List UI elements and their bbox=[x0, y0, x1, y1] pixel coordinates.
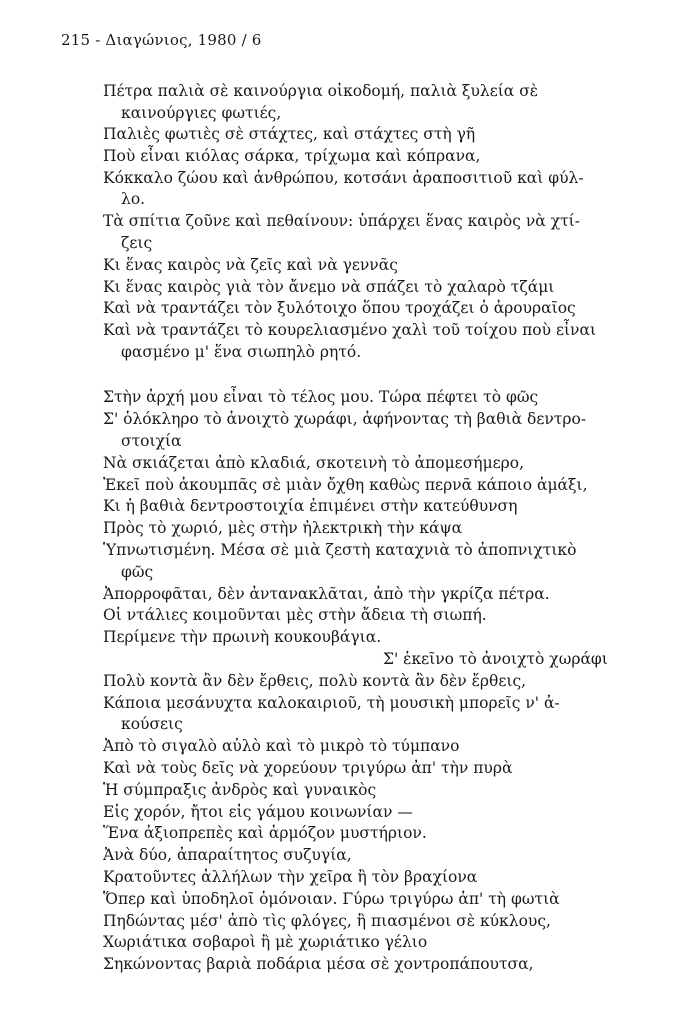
poem-line: Χωριάτικα σοβαροὶ ἢ μὲ χωριάτικο γέλιο bbox=[103, 933, 428, 951]
poem-line: Κι ἕνας καιρὸς νὰ ζεῖς καὶ νὰ γεννᾶς bbox=[103, 256, 398, 274]
poem-line: Πολὺ κοντὰ ἂν δὲν ἔρθεις, πολὺ κοντὰ ἂν δὲν ἔρθεις, bbox=[103, 672, 527, 690]
poem-line: Σ' ἐκεῖνο τὸ ἀνοιχτὸ χωράφι bbox=[383, 650, 608, 668]
poem-line: Ὅπερ καὶ ὑποδηλοῖ ὁμόνοιαν. Γύρω τριγύρω ἀπ' τὴ φωτιὰ bbox=[103, 890, 560, 908]
poem-line: Ἀπὸ τὸ σιγαλὸ αὐλὸ καὶ τὸ μικρὸ τὸ τύμπανο bbox=[103, 737, 460, 755]
poem-line: Ἡ σύμπραξις ἀνδρὸς καὶ γυναικὸς bbox=[103, 781, 377, 799]
poem-line: Πέτρα παλιὰ σὲ καινούργια οἰκοδομή, παλιὰ ξυλεία σὲ bbox=[103, 82, 539, 100]
poem-line: Οἱ ντάλιες κοιμοῦνται μὲς στὴν ἄδεια τὴ σιωπή. bbox=[103, 606, 487, 624]
poem-line: Σηκώνοντας βαριὰ ποδάρια μέσα σὲ χοντροπάπουτσα, bbox=[103, 955, 534, 973]
poem-line: καινούργιες φωτιές, bbox=[121, 104, 282, 122]
poem-line: Παλιὲς φωτιὲς σὲ στάχτες, καὶ στάχτες στὴ γῆ bbox=[103, 125, 476, 143]
poem-line: φασμένο μ' ἕνα σιωπηλὸ ρητό. bbox=[121, 343, 362, 361]
poem-line: Εἰς χορόν, ἤτοι εἰς γάμου κοινωνίαν — bbox=[103, 803, 413, 821]
poem-line: Κι ἡ βαθιὰ δεντροστοιχία ἐπιμένει στὴν κατεύθυνση bbox=[103, 497, 518, 515]
poem-line: Πρὸς τὸ χωριό, μὲς στὴν ἠλεκτρικὴ τὴν κάψα bbox=[103, 519, 463, 537]
poem-line: Τὰ σπίτια ζοῦνε καὶ πεθαίνουν: ὑπάρχει ἕνας καιρὸς νὰ χτί- bbox=[103, 212, 580, 230]
poem-line: Ὑπνωτισμένη. Μέσα σὲ μιὰ ζεστὴ καταχνιὰ τὸ ἀποπνιχτικὸ bbox=[103, 541, 577, 559]
poem-line: ζεις bbox=[121, 234, 153, 252]
poem-line: Κάποια μεσάνυχτα καλοκαιριοῦ, τὴ μουσικὴ μπορεῖς ν' ἀ- bbox=[103, 694, 560, 712]
poem-line: λο. bbox=[121, 190, 146, 208]
poem-line: Καὶ νὰ τραντάζει τὸ κουρελιασμένο χαλὶ τοῦ τοίχου ποὺ εἶναι bbox=[103, 321, 597, 339]
poem-line: Κι ἕνας καιρὸς γιὰ τὸν ἄνεμο νὰ σπάζει τὸ χαλαρὸ τζάμι bbox=[103, 278, 555, 296]
poem-line: Ἀνὰ δύο, ἀπαραίτητος συζυγία, bbox=[103, 846, 352, 864]
poem-line: Ποὺ εἶναι κιόλας σάρκα, τρίχωμα καὶ κόπρανα, bbox=[103, 147, 481, 165]
poem-line: Ἀπορροφᾶται, δὲν ἀντανακλᾶται, ἀπὸ τὴν γκρίζα πέτρα. bbox=[103, 585, 550, 603]
poem-line: Καὶ νὰ τραντάζει τὸν ξυλότοιχο ὅπου τροχάζει ὁ ἀρουραῖος bbox=[103, 299, 576, 317]
poem-line: Στὴν ἀρχή μου εἶναι τὸ τέλος μου. Τώρα πέφτει τὸ φῶς bbox=[103, 388, 539, 406]
poem-line: Κόκκαλο ζώου καὶ ἀνθρώπου, κοτσάνι ἀραποσιτιοῦ καὶ φύλ- bbox=[103, 169, 584, 187]
poem-line: Κρατοῦντες ἀλλήλων τὴν χεῖρα ἢ τὸν βραχίονα bbox=[103, 868, 478, 886]
poem-line: κούσεις bbox=[121, 715, 183, 733]
poem-line: Σ' ὁλόκληρο τὸ ἀνοιχτὸ χωράφι, ἀφήνοντας τὴ βαθιὰ δεντρο- bbox=[103, 410, 587, 428]
running-head: 215 - Διαγώνιος, 1980 / 6 bbox=[61, 31, 262, 49]
poem-line: Περίμενε τὴν πρωινὴ κουκουβάγια. bbox=[103, 628, 382, 646]
poem-line: Ἕνα ἀξιοπρεπὲς καὶ ἁρμόζον μυστήριον. bbox=[103, 824, 427, 842]
poem-line: Ἐκεῖ ποὺ ἀκουμπᾶς σὲ μιὰν ὄχθη καθὼς περνᾶ κάποιο ἁμάξι, bbox=[103, 476, 588, 494]
poem-line: στοιχία bbox=[121, 432, 182, 450]
poem-line: Πηδώντας μέσ' ἀπὸ τὶς φλόγες, ἢ πιασμένοι σὲ κύκλους, bbox=[103, 912, 551, 930]
poem-line: φῶς bbox=[121, 563, 154, 581]
poem-line: Νὰ σκιάζεται ἀπὸ κλαδιά, σκοτεινὴ τὸ ἀπομεσήμερο, bbox=[103, 454, 525, 472]
poem-line: Καὶ νὰ τοὺς δεῖς νὰ χορεύουν τριγύρω ἀπ' τὴν πυρὰ bbox=[103, 759, 513, 777]
